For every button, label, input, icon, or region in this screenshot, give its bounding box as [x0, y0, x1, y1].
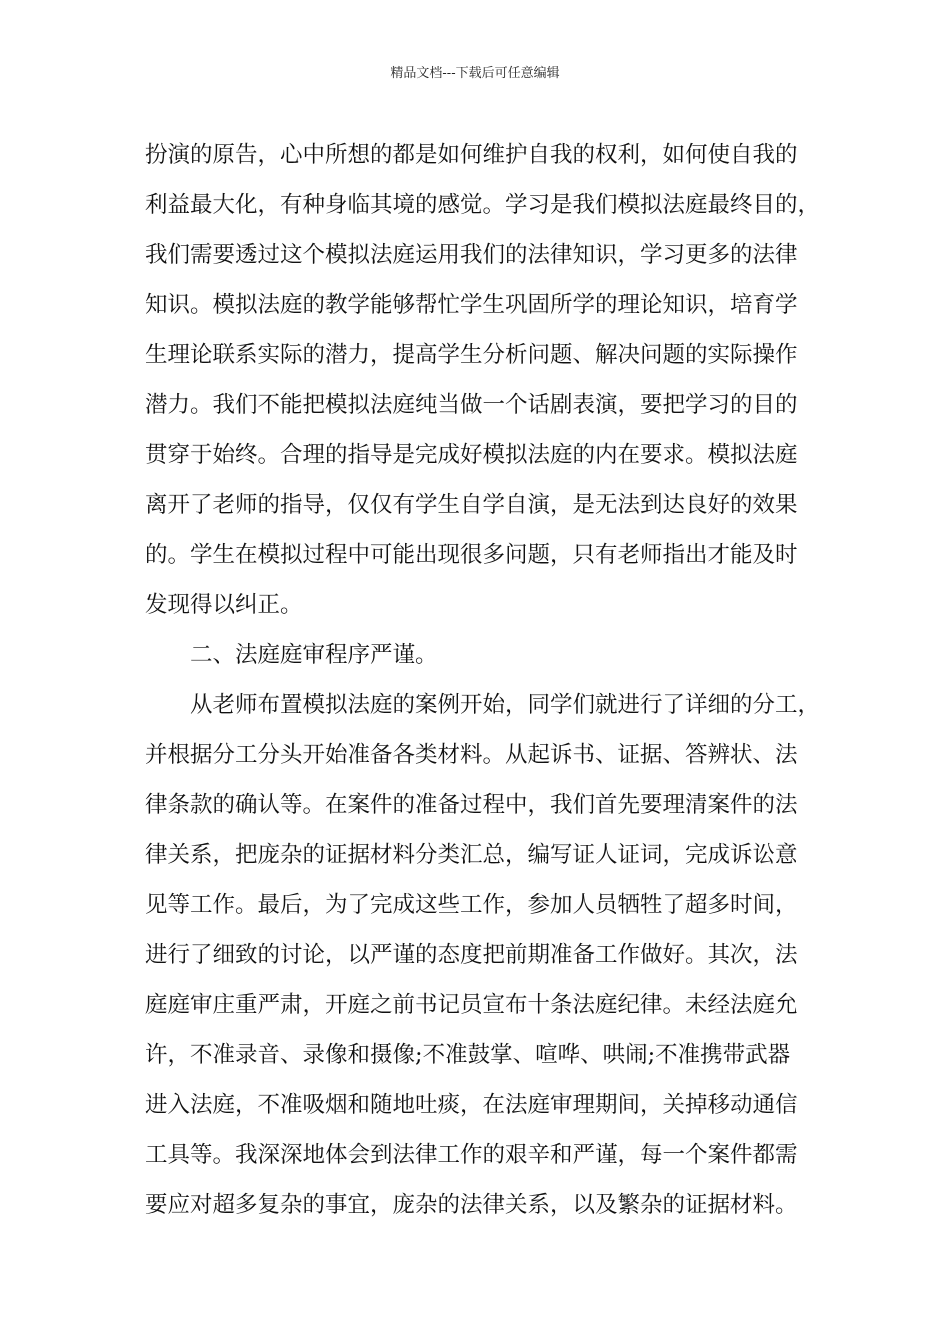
text-line: 利益最大化，有种身临其境的感觉。学习是我们模拟法庭最终目的， [145, 192, 821, 218]
text-line: 律关系，把庞杂的证据材料分类汇总，编写证人证词，完成诉讼意 [145, 842, 798, 868]
page-header: 精品文档---下载后可任意编辑 [390, 66, 560, 81]
text-line: 要应对超多复杂的事宜，庞杂的法律关系，以及繁杂的证据材料。 [145, 1192, 798, 1218]
text-line: 生理论联系实际的潜力，提高学生分析问题、解决问题的实际操作 [145, 342, 798, 368]
text-line: 工具等。我深深地体会到法律工作的艰辛和严谨，每一个案件都需 [145, 1142, 798, 1168]
text-line: 贯穿于始终。合理的指导是完成好模拟法庭的内在要求。模拟法庭 [145, 442, 798, 468]
text-line: 许，不准录音、录像和摄像;不准鼓掌、喧哗、哄闹;不准携带武器 [145, 1042, 791, 1068]
text-line: 扮演的原告，心中所想的都是如何维护自我的权利，如何使自我的 [145, 142, 798, 168]
text-line: 进入法庭，不准吸烟和随地吐痰，在法庭审理期间，关掉移动通信 [145, 1092, 798, 1118]
body-text [145, 130, 825, 1230]
text-line: 从老师布置模拟法庭的案例开始，同学们就进行了详细的分工， [190, 692, 821, 718]
text-line: 的。学生在模拟过程中可能出现很多问题，只有老师指出才能及时 [145, 542, 798, 568]
text-line: 潜力。我们不能把模拟法庭纯当做一个话剧表演，要把学习的目的 [145, 392, 798, 418]
text-line: 进行了细致的讨论，以严谨的态度把前期准备工作做好。其次，法 [145, 942, 798, 968]
text-line: 我们需要透过这个模拟法庭运用我们的法律知识，学习更多的法律 [145, 242, 798, 268]
text-line: 律条款的确认等。在案件的准备过程中，我们首先要理清案件的法 [145, 792, 798, 818]
text-line: 发现得以纠正。 [145, 592, 303, 618]
text-line: 知识。模拟法庭的教学能够帮忙学生巩固所学的理论知识，培育学 [145, 292, 798, 318]
text-line: 离开了老师的指导，仅仅有学生自学自演，是无法到达良好的效果 [145, 492, 798, 518]
text-line: 庭庭审庄重严肃，开庭之前书记员宣布十条法庭纪律。未经法庭允 [145, 992, 798, 1018]
text-line: 见等工作。最后，为了完成这些工作，参加人员牺牲了超多时间， [145, 892, 798, 918]
section-heading: 二、法庭庭审程序严谨。 [190, 642, 438, 668]
text-line: 并根据分工分头开始准备各类材料。从起诉书、证据、答辨状、法 [145, 742, 798, 768]
